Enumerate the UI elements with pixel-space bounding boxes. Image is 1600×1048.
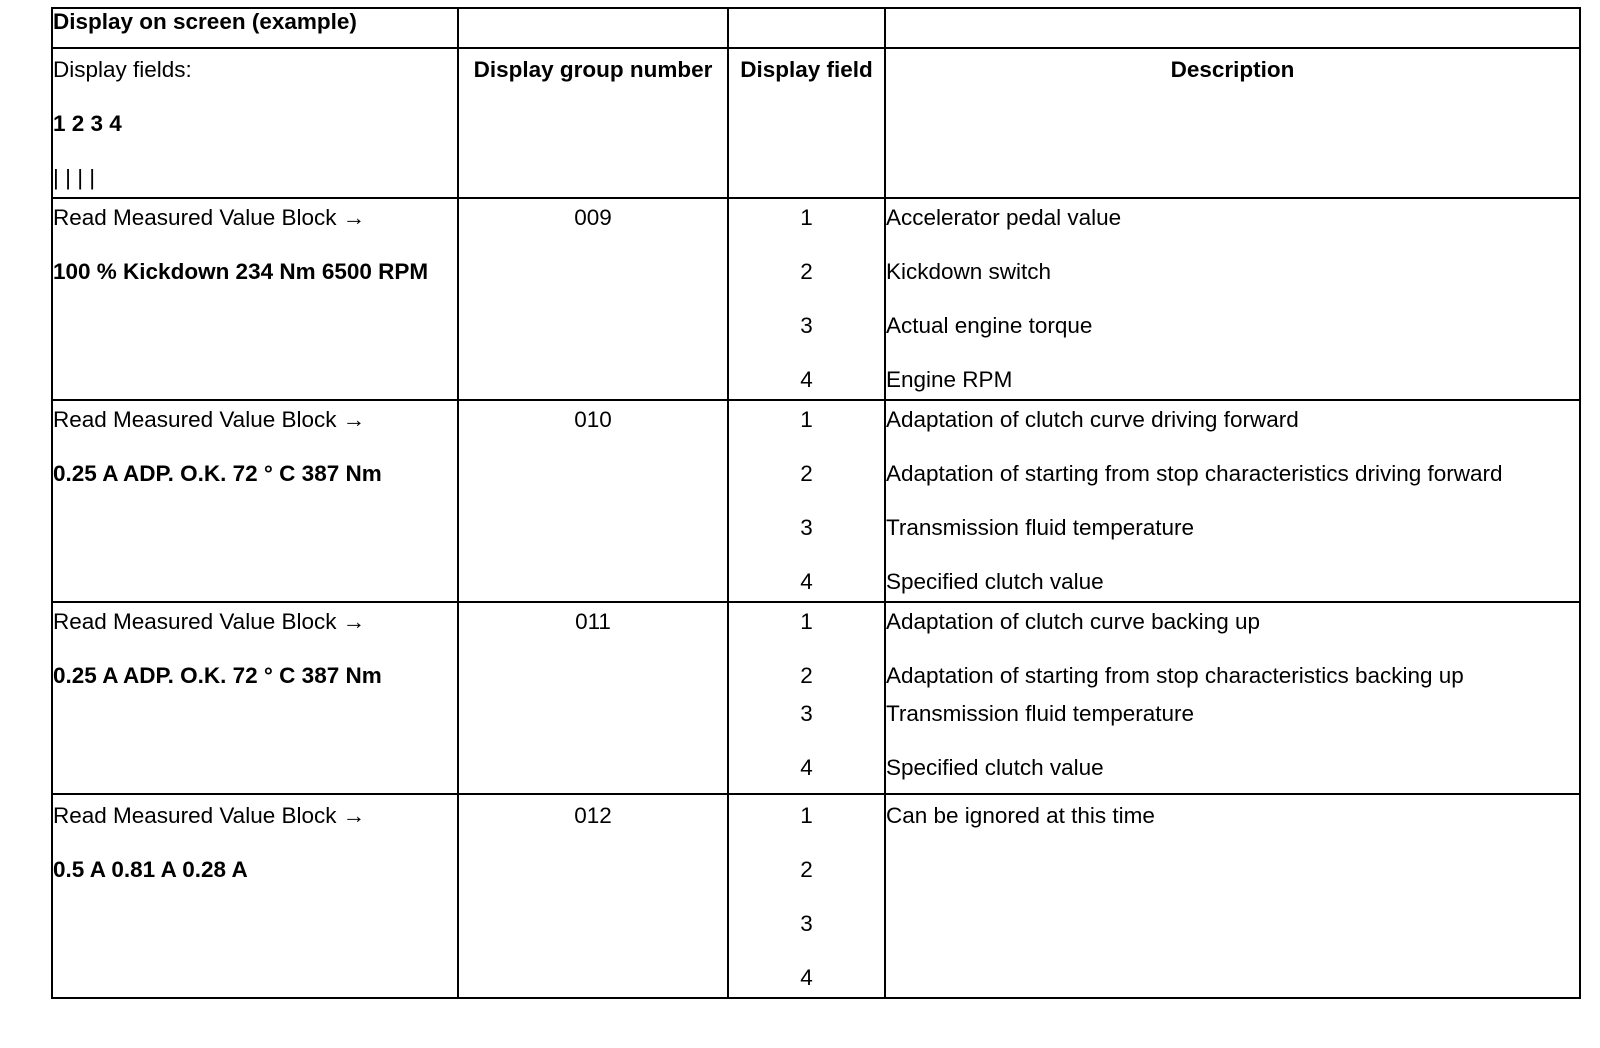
- description-text: Engine RPM: [886, 367, 1013, 392]
- description-text: Adaptation of clutch curve driving forward: [886, 407, 1299, 432]
- description-cell: [885, 602, 1580, 794]
- description-text: Adaptation of clutch curve backing up: [886, 609, 1260, 634]
- table-row: [52, 794, 1580, 998]
- description-text: Transmission fluid temperature: [886, 515, 1195, 540]
- group-number: 012: [574, 803, 612, 828]
- description-cell: [885, 400, 1580, 602]
- block-label: Read Measured Value Block →: [53, 803, 366, 828]
- block-label: Read Measured Value Block →: [53, 205, 366, 230]
- field-number: 2: [800, 663, 813, 688]
- table-row: [52, 400, 1580, 602]
- group-number: 010: [574, 407, 612, 432]
- description-text: Adaptation of starting from stop characteristics driving forward: [886, 461, 1503, 486]
- group-cell: [458, 198, 728, 400]
- measured-value-table: [51, 7, 1581, 999]
- description-cell: [885, 198, 1580, 400]
- block-label: Read Measured Value Block →: [53, 609, 366, 634]
- block-example: 0.25 A ADP. O.K. 72 ° C 387 Nm: [53, 461, 382, 486]
- display-fields-header: [52, 48, 458, 198]
- table-row: [52, 198, 1580, 400]
- field-cell: [728, 602, 885, 794]
- description-text: Actual engine torque: [886, 313, 1093, 338]
- description-text: Specified clutch value: [886, 569, 1104, 594]
- description-text: Accelerator pedal value: [886, 205, 1122, 230]
- block-cell: [52, 198, 458, 400]
- block-cell: [52, 794, 458, 998]
- field-number: 2: [800, 259, 813, 284]
- group-number: 011: [575, 609, 611, 634]
- field-cell: [728, 400, 885, 602]
- table-title-row: [52, 8, 1580, 48]
- block-example: 0.25 A ADP. O.K. 72 ° C 387 Nm: [53, 663, 382, 688]
- field-cell: [728, 198, 885, 400]
- field-markers: | | | |: [53, 165, 96, 190]
- display-field-header: [728, 48, 885, 198]
- description-text: Adaptation of starting from stop characteristics backing up: [886, 663, 1464, 688]
- header-row: [52, 48, 1580, 198]
- field-number: 4: [800, 965, 813, 990]
- field-number: 2: [800, 857, 813, 882]
- field-number: 1: [800, 205, 813, 230]
- group-cell: [458, 400, 728, 602]
- description-text: Can be ignored at this time: [886, 803, 1155, 828]
- field-number: 3: [800, 911, 813, 936]
- block-cell: [52, 400, 458, 602]
- block-example: 0.5 A 0.81 A 0.28 A: [53, 857, 248, 882]
- field-numbers: 1 2 3 4: [53, 111, 122, 136]
- group-number: 009: [574, 205, 612, 230]
- display-field-header-label: Display field: [740, 57, 873, 82]
- empty-cell: [458, 8, 728, 48]
- field-number: 3: [800, 515, 813, 540]
- group-number-header: [458, 48, 728, 198]
- block-example: 100 % Kickdown 234 Nm 6500 RPM: [53, 259, 429, 284]
- empty-cell: [728, 8, 885, 48]
- group-cell: [458, 602, 728, 794]
- block-label: Read Measured Value Block →: [53, 407, 366, 432]
- field-number: 3: [800, 313, 813, 338]
- description-header: [885, 48, 1580, 198]
- group-number-header-label: Display group number: [473, 57, 713, 82]
- table-row: [52, 602, 1580, 794]
- display-fields-label: Display fields:: [53, 57, 192, 82]
- block-cell: [52, 602, 458, 794]
- field-cell: [728, 794, 885, 998]
- description-cell: [885, 794, 1580, 998]
- field-number: 1: [800, 407, 813, 432]
- description-text: Kickdown switch: [886, 259, 1052, 284]
- field-number: 4: [800, 569, 813, 594]
- field-number: 4: [800, 367, 813, 392]
- table-title: Display on screen (example): [52, 8, 458, 48]
- field-number: 2: [800, 461, 813, 486]
- field-number: 1: [800, 803, 813, 828]
- empty-cell: [885, 8, 1580, 48]
- field-number: 3: [800, 701, 813, 726]
- description-text: Specified clutch value: [886, 755, 1104, 780]
- group-cell: [458, 794, 728, 998]
- field-number: 1: [800, 609, 813, 634]
- description-text: Transmission fluid temperature: [886, 701, 1195, 726]
- description-header-label: Description: [1170, 57, 1295, 82]
- field-number: 4: [800, 755, 813, 780]
